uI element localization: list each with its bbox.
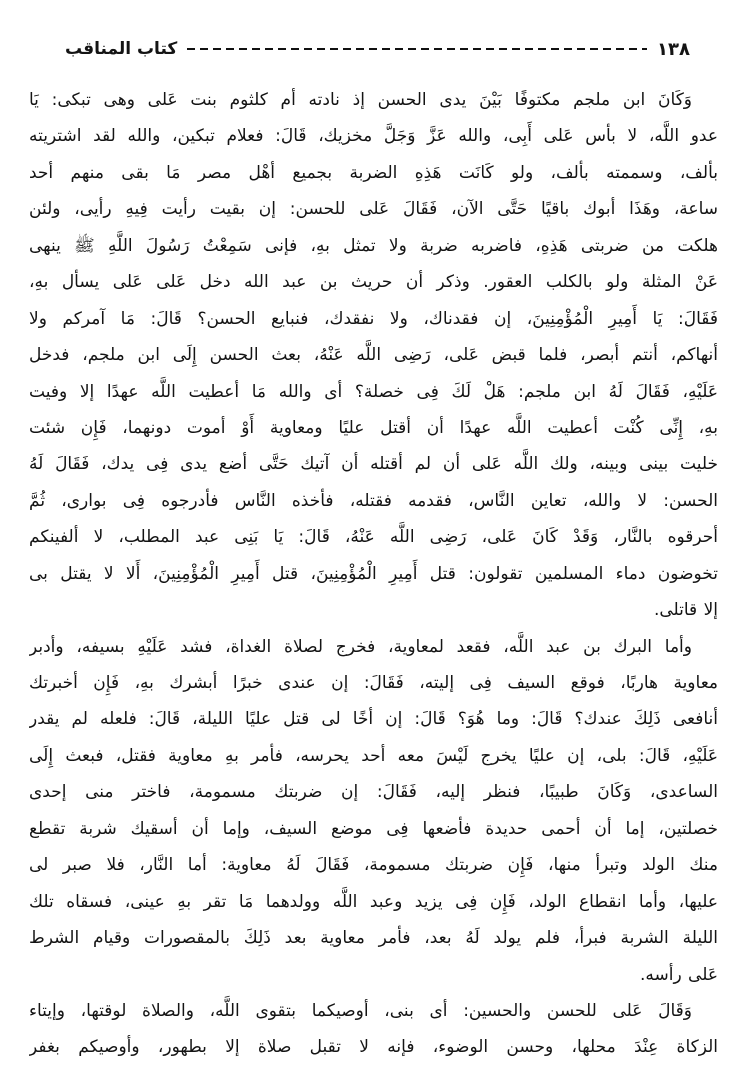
text-line: عَلَيْهِ، قَالَ: بلى، إن عليًا يخرج لَيْسَ معه أحد يحرسه، فأمر بهِ معاوية فقتل، فبعث إِلَى bbox=[29, 745, 718, 766]
text-line: معاوية هاربًا، فوقع السيف فِى إليته، فَقَالَ: إن عندى خبرًا أبشرك بهِ، فَإِن أخبرتك bbox=[29, 673, 718, 693]
text-line: عَنْ المثلة ولو بالكلب العقور. وذكر أن حريث بن عبد الله دخل عَلى عَلى يسأل بهِ، bbox=[29, 272, 718, 293]
text-body bbox=[29, 82, 718, 1066]
text-line: عَلى رأسه. bbox=[639, 964, 718, 985]
text-line: بهِ، إِنِّى كُنْت أعطيت اللَّه عهدًا أن أقتل عليًا ومعاوية أَوْ أموت دونهما، فَإِن شئت bbox=[29, 417, 718, 438]
text-line: الحسن: لا والله، تعاين النَّاس، فقدمه فقتله، فأخذه النَّاس فأدرجوه فِى بوارى، ثُمَّ bbox=[29, 490, 718, 511]
text-line: عَلَيْهِ، فَقَالَ لَهُ ابن ملجم: هَلْ لَكَ فِى خصلة؟ أى والله مَا أعطيت اللَّه عهدًا إلا وفيت bbox=[29, 381, 718, 402]
text-line: ساعة، وهَذَا أبوك باقيًا حَتَّى الآن، فَقَالَ عَلى للحسن: إن بقيت رأيت فِيهِ رأيى، ولئن bbox=[29, 199, 718, 220]
text-line: هلكت من ضربتى هَذِهِ، فاضربه ضربة ولا تمثل بهِ، فإنى سَمِعْتُ رَسُولَ اللَّهِ ﷺ ينهى bbox=[29, 235, 718, 256]
page-number: ١٣٨ bbox=[657, 38, 690, 60]
paragraph bbox=[29, 993, 718, 1066]
text-line: إلا قاتلى. bbox=[653, 600, 718, 621]
text-line: أنهاكم، أنتم أبصر، فلما قبض عَلى، رَضِى اللَّه عَنْهُ، بعث الحسن إِلَى ابن ملجم، فدخل bbox=[29, 345, 718, 366]
text-line: الزكاة عِنْدَ محلها، وحسن الوضوء، فإنه لا تقبل صلاة إلا بطهور، وأوصيكم بغفر bbox=[29, 1037, 718, 1058]
text-line: وأما البرك بن عبد اللَّه، فقعد لمعاوية، فخرج لصلاة الغداة، فشد عَلَيْهِ بسيفه، وأدبر bbox=[29, 636, 692, 657]
paragraph bbox=[29, 629, 718, 993]
text-line: أحرقوه بالنَّار، وَقَدْ كَانَ عَلى، رَضِى اللَّه عَنْهُ، قَالَ: يَا بَنِى عبد المطلب، لا ألفينكم bbox=[29, 527, 718, 548]
paragraph bbox=[29, 82, 718, 629]
text-line: الليلة الشربة فبرأ، فلم يولد لَهُ بعد، فأمر معاوية بعد ذَلِكَ بالمقصورات وقيام الشرط bbox=[29, 928, 718, 949]
text-line: منك الولد وتبرأ منها، فَإِن ضربتك مسمومة، فَقَالَ لَهُ معاوية: أما النَّار، فلا صبر لى bbox=[29, 855, 718, 876]
text-line: عليها، وأما انقطاع الولد، فَإِن فِى يزيد وعبد اللَّه وولدهما مَا تقر بهِ عينى، فسقاه تلك bbox=[29, 891, 718, 912]
text-line: أنافعى ذَلِكَ عندك؟ قَالَ: وما هُوَ؟ قَالَ: إن أخًا لى قتل عليًا الليلة، قَالَ: فلعله لم يقدر bbox=[29, 709, 718, 730]
text-line: الساعدى، وَكَانَ طبيبًا، فنظر إليه، فَقَالَ: إن ضربتك مسمومة، فاختر منى إحدى bbox=[29, 782, 718, 803]
dashed-rule bbox=[187, 48, 647, 50]
book-title: كتاب المناقب bbox=[65, 39, 178, 59]
text-line: خليت بينى وبينه، ولك اللَّه عَلى أن لم أقتله أن آتيك حَتَّى أضع يدى فِى يدك، فَقَالَ لَهُ bbox=[29, 454, 718, 475]
text-line: فَقَالَ: يَا أَمِيرِ الْمُؤْمِنِينَ، إن فقدناك، ولا نفقدك، فنبايع الحسن؟ قَالَ: مَا آمركم ولا bbox=[29, 308, 718, 329]
text-line: عدو اللَّه، لا بأس عَلى أَبِى، والله عَزَّ وَجَلَّ مخزيك، قَالَ: فعلام تبكين، والله لقد اشتريته bbox=[29, 126, 718, 147]
text-line: تخوضون دماء المسلمين تقولون: قتل أَمِيرِ الْمُؤْمِنِينَ، قتل أَمِيرِ الْمُؤْمِنِينَ، أَلا لا يقتل بى bbox=[29, 563, 718, 584]
running-head bbox=[65, 34, 690, 64]
text-line: وَكَانَ ابن ملجم مكتوفًا بَيْنَ يدى الحسن إذ نادته أم كلثوم بنت عَلى وهى تبكى: يَا bbox=[29, 90, 692, 110]
text-line: خصلتين، إما أن أحمى حديدة فأضعها فِى موضع السيف، وإما أن أسقيك شربة تقطع bbox=[29, 818, 718, 839]
text-line: بألف، وسممته بألف، ولو كَانَت هَذِهِ الضربة بجميع أهْل مصر مَا بقى منهم أحد bbox=[29, 162, 718, 183]
text-line: وَقَالَ عَلى للحسن والحسين: أى بنى، أوصيكما بتقوى اللَّه، والصلاة لوقتها، وإيتاء bbox=[29, 1000, 692, 1021]
